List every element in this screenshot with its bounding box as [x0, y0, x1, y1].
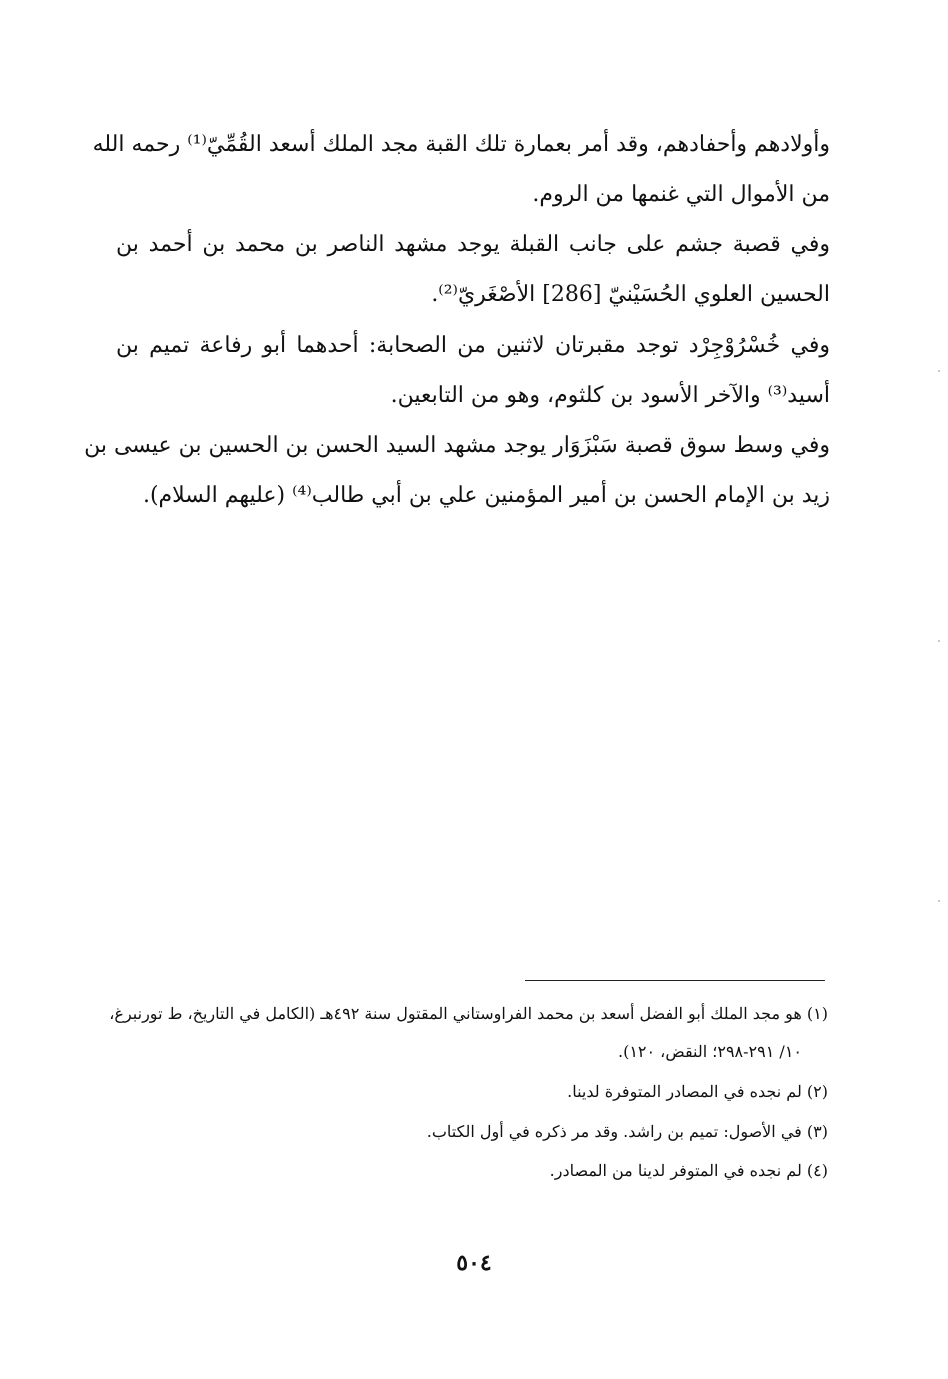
footnote-3: (٣) في الأصول: تميم بن راشد. وقد مر ذكره في أول الكتاب. [426, 1122, 828, 1141]
scan-speck [938, 370, 940, 372]
footnote-separator [525, 980, 825, 981]
footnote-4: (٤) لم نجده في المتوفر لدينا من المصادر. [549, 1161, 828, 1180]
body-line-4: الحسين العلوي الحُسَيْنيّ [286] الأصْغَريّ⁽²⁾. [431, 282, 830, 307]
page-number: ٥٠٤ [456, 1250, 492, 1276]
body-line-6: أسيد⁽³⁾ والآخر الأسود بن كلثوم، وهو من التابعين. [390, 383, 830, 408]
body-line-7: وفي وسط سوق قصبة سَبْزَوَار يوجد مشهد السيد الحسن بن الحسين بن عيسى بن [84, 433, 830, 458]
body-line-1: وأولادهم وأحفادهم، وقد أمر بعمارة تلك القبة مجد الملك أسعد القُمِّيّ⁽¹⁾ رحمه الله [92, 132, 830, 157]
body-line-5: وفي خُسْرُوْجِرْد توجد مقبرتان لاثنين من الصحابة: أحدهما أبو رفاعة تميم بن [116, 333, 830, 358]
footnote-1-continued: ١٠/ ٢٩١-٢٩٨؛ النقض، ١٢٠). [617, 1042, 802, 1061]
scan-speck [938, 640, 940, 642]
footnote-2: (٢) لم نجده في المصادر المتوفرة لدينا. [567, 1082, 828, 1101]
body-line-8: زيد بن الإمام الحسن بن أمير المؤمنين علي بن أبي طالب⁽⁴⁾ (عليهم السلام). [142, 483, 830, 508]
body-line-2: من الأموال التي غنمها من الروم. [532, 182, 830, 207]
body-line-3: وفي قصبة جشم على جانب القبلة يوجد مشهد الناصر بن محمد بن أحمد بن [116, 232, 830, 257]
footnote-1: (١) هو مجد الملك أبو الفضل أسعد بن محمد الفراوستاني المقتول سنة ٤٩٢هـ (الكامل في التاريخ، ط تورنبرغ، [109, 1004, 828, 1023]
scan-speck [938, 900, 940, 902]
